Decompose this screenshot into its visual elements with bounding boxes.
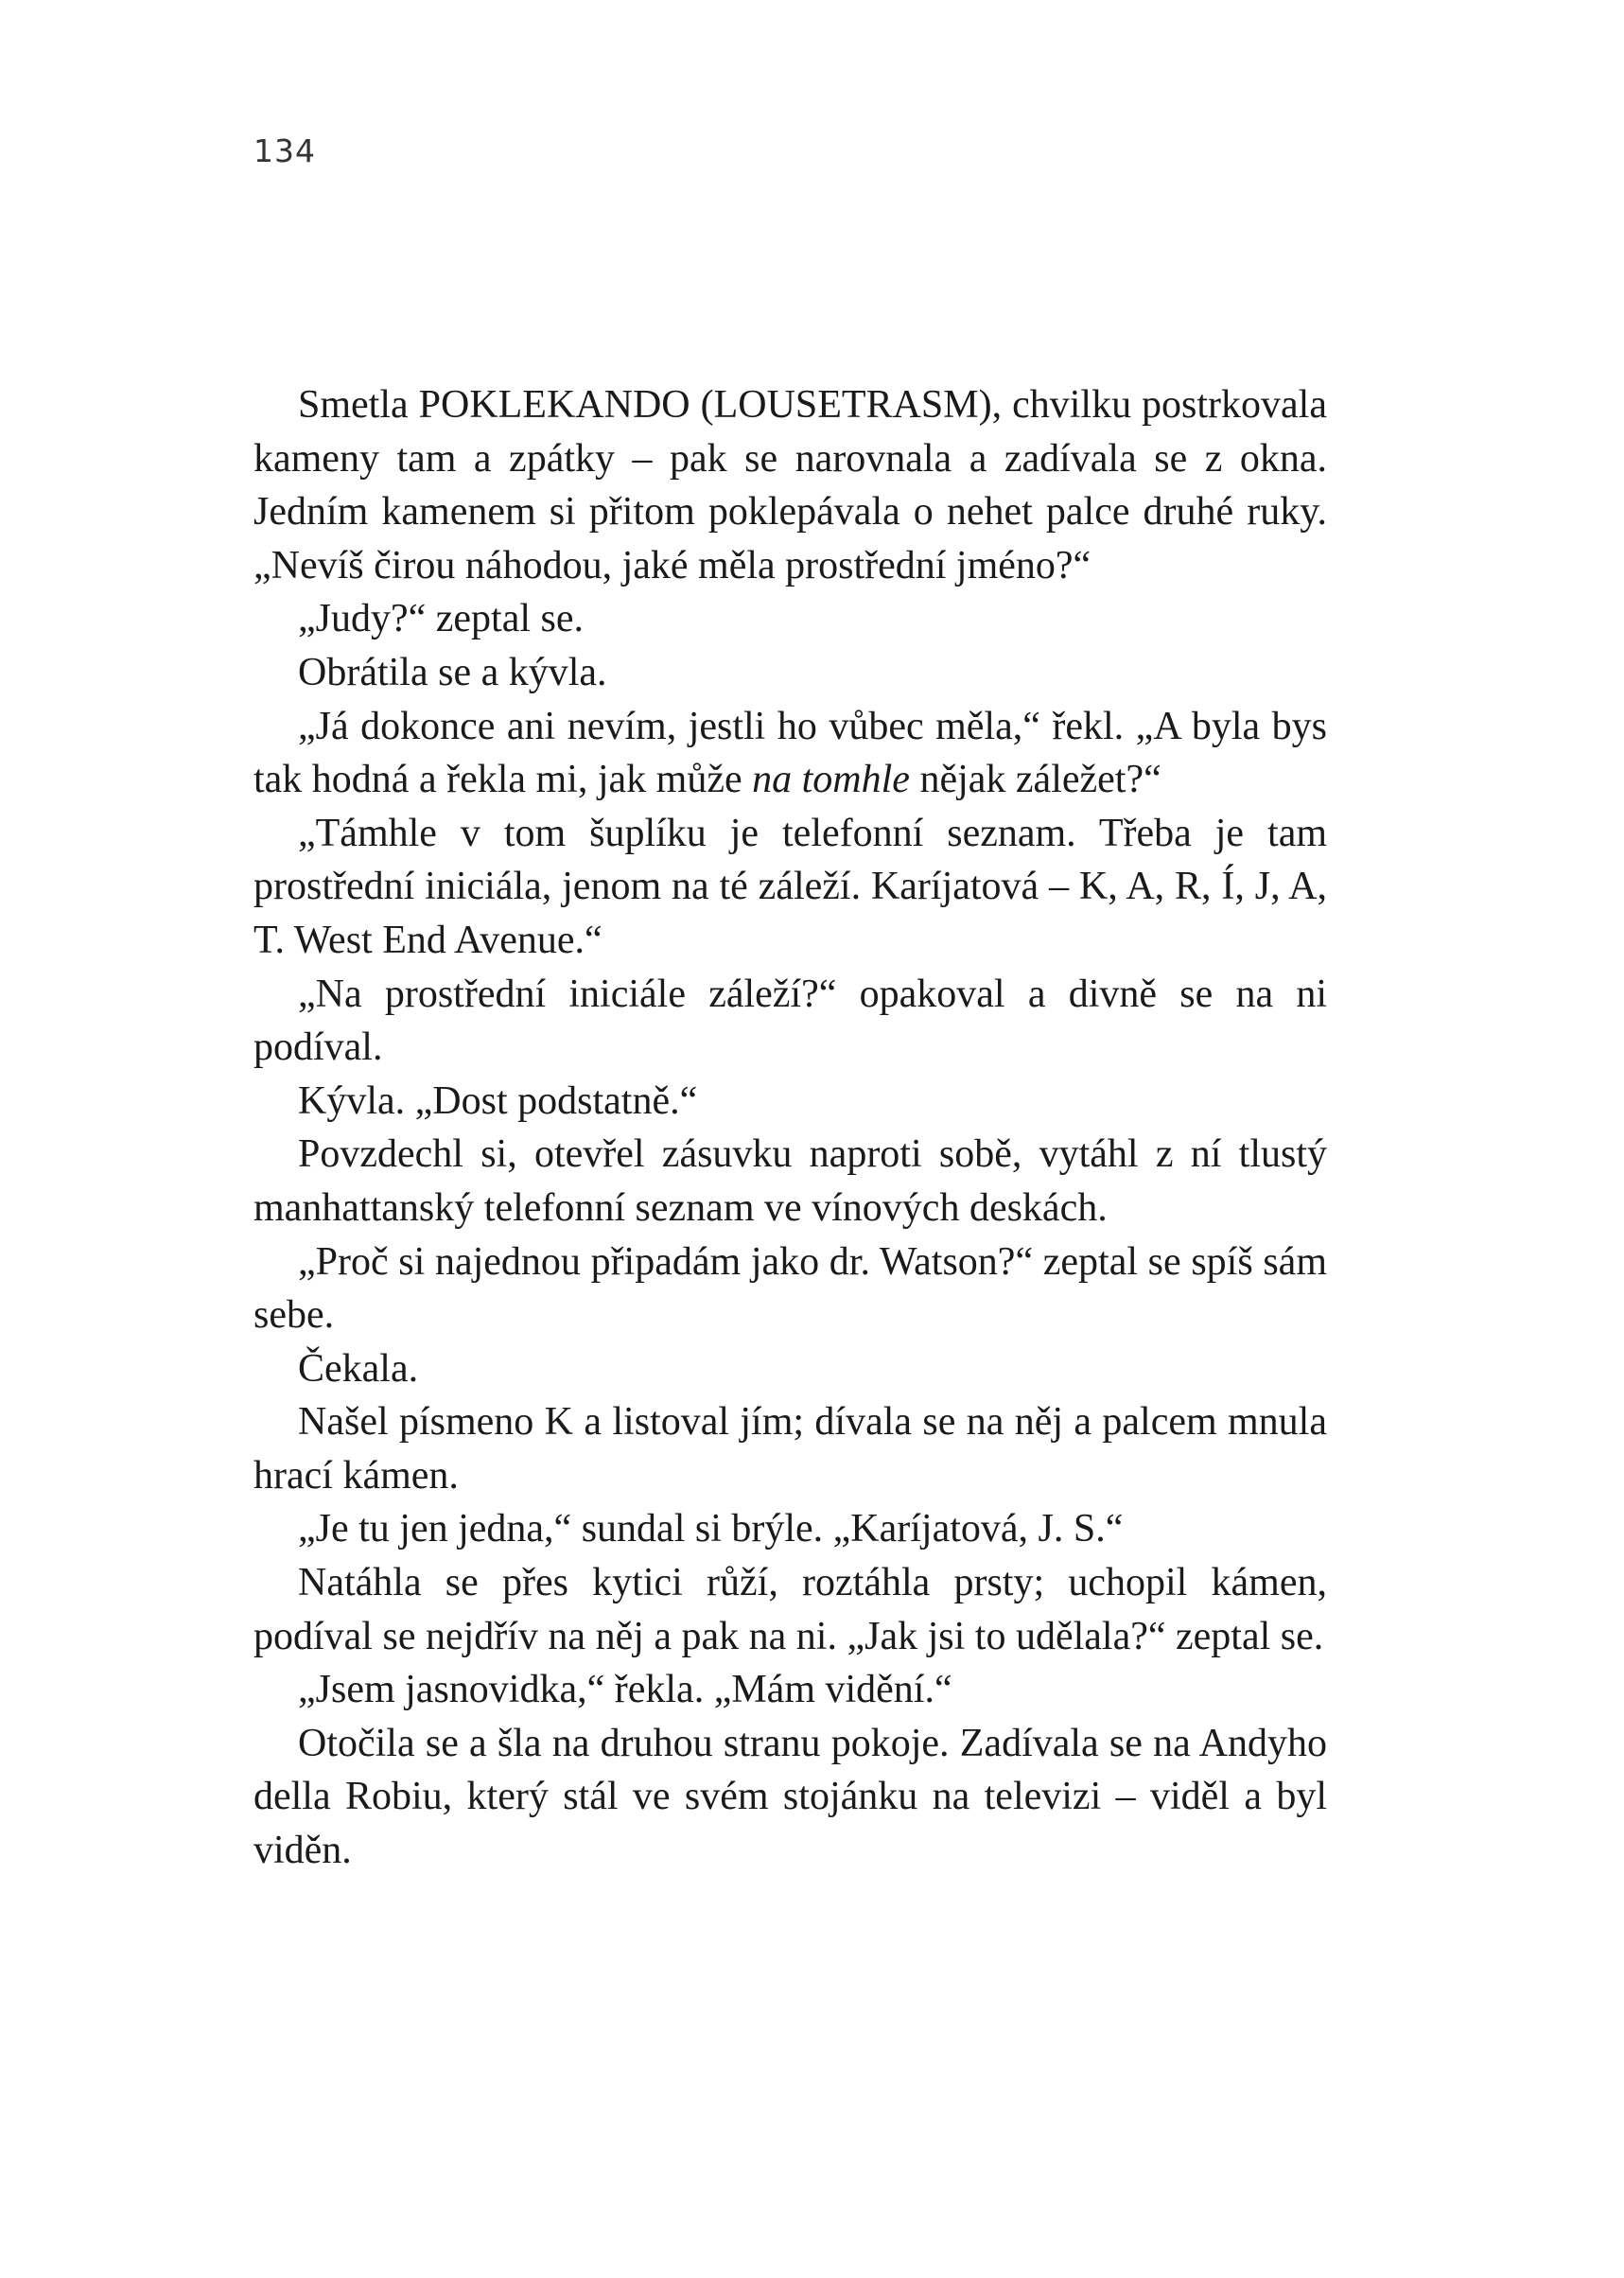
paragraph-12: „Je tu jen jedna,“ sundal si brýle. „Karíjatová, J. S.“ xyxy=(298,1507,1124,1551)
paragraph-4-before: „Já dokonce ani nevím, jestli ho vůbec měla,“ řekl. „A byla bys tak hodná a řekla mi, jak může xyxy=(253,704,1327,802)
paragraph-4-italic: na tomhle xyxy=(752,758,910,802)
paragraph-11: Našel písmeno K a listoval jím; dívala se na něj a palcem mnula hrací kámen. xyxy=(253,1400,1327,1498)
paragraph-10: Čekala. xyxy=(298,1346,419,1391)
paragraph-4 xyxy=(253,700,1327,807)
paragraph-8: Povzdechl si, otevřel zásuvku naproti sobě, vytáhl z ní tlustý manhattanský telefonní seznam ve vínových deskách. xyxy=(253,1132,1327,1230)
paragraph-9: „Proč si najednou připadám jako dr. Watson?“ zeptal se spíš sám sebe. xyxy=(253,1239,1327,1338)
paragraph-2: „Judy?“ zeptal se. xyxy=(298,597,585,641)
paragraph-7: Kývla. „Dost podstatně.“ xyxy=(298,1078,698,1123)
paragraph-6: „Na prostřední iniciále záleží?“ opakoval a divně se na ni podíval. xyxy=(253,972,1327,1070)
paragraph-1: Smetla POKLEKANDO (LOUSETRASM), chvilku postrkovala kameny tam a zpátky – pak se narovnala a zadívala se z okna. Jedním kamenem si přitom poklepávala o nehet palce druhé ruky. „Nevíš čirou náhodou, jaké měla prostřední jméno?“ xyxy=(253,383,1327,587)
paragraph-3: Obrátila se a kývla. xyxy=(298,650,607,694)
paragraph-15: Otočila se a šla na druhou stranu pokoje. Zadívala se na Andyho della Robiu, který stál ve svém stojánku na televizi – viděl a byl viděn. xyxy=(253,1721,1327,1873)
page-number: 134 xyxy=(253,132,316,169)
paragraph-4-after: nějak záležet?“ xyxy=(909,758,1161,802)
paragraph-13: Natáhla se přes kytici růží, roztáhla prsty; uchopil kámen, podíval se nejdřív na něj a pak na ni. „Jak jsi to udělala?“ zeptal se. xyxy=(253,1561,1327,1658)
paragraph-5: „Támhle v tom šuplíku je telefonní seznam. Třeba je tam prostřední iniciála, jenom na té záleží. Karíjatová – K, A, R, Í, J, A, T. West End Avenue.“ xyxy=(253,811,1327,962)
paragraph-14: „Jsem jasnovidka,“ řekla. „Mám vidění.“ xyxy=(298,1668,952,1712)
body-text xyxy=(253,378,1327,1878)
